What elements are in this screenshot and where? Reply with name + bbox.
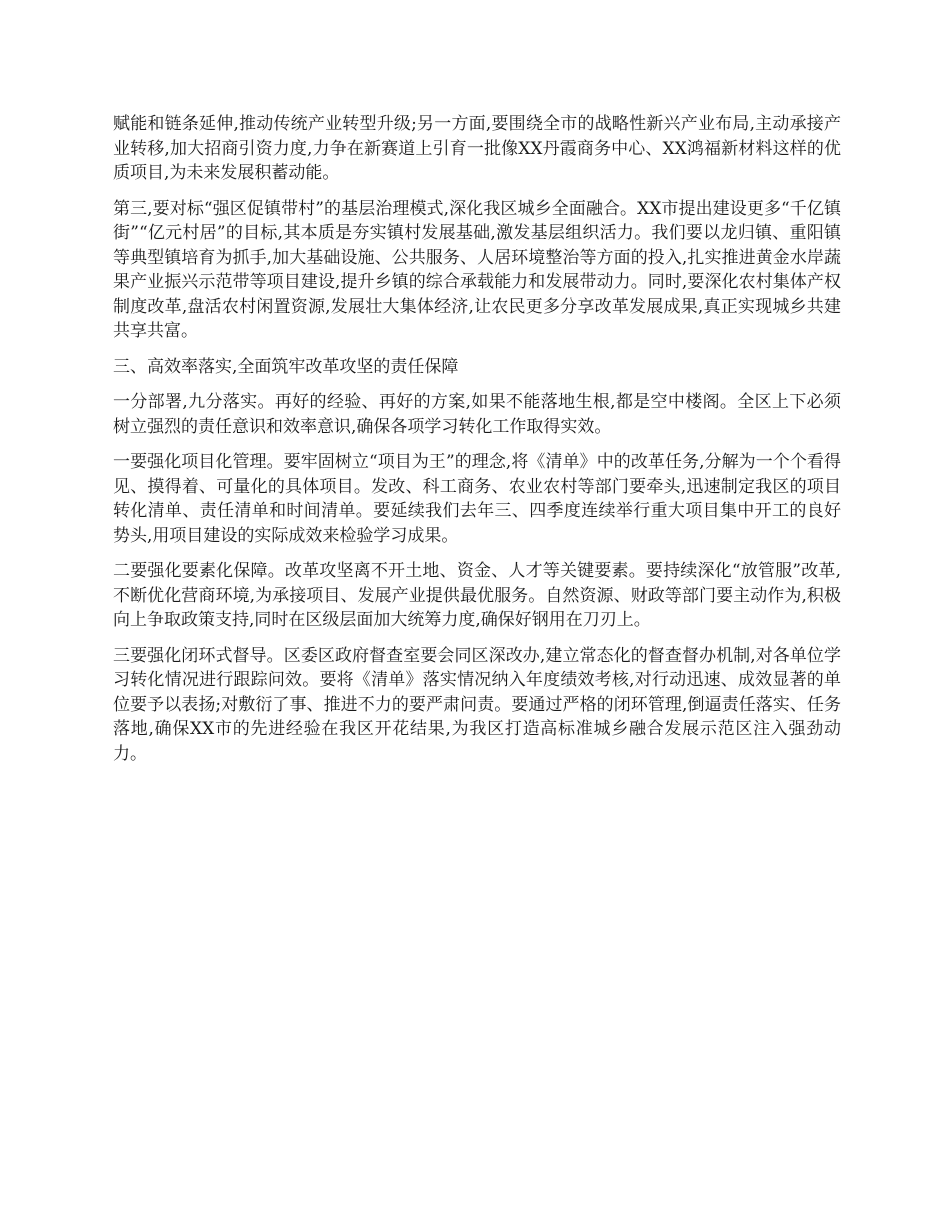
paragraph-urban-rural-integration: 第三,要对标“强区促镇带村”的基层治理模式,深化我区城乡全面融合。XX市提出建设更多“千亿镇街”“亿元村居”的目标,其本质是夯实镇村发展基础,激发基层组织活力。我们要以龙归镇、重阳镇等典型镇培育为抓手,加大基础设施、公共服务、人居环境整治等方面的投入,扎实推进黄金水岸蔬果产业振兴示范带等项目建设,提升乡镇的综合承载能力和发展带动力。同时,要深化农村集体产权制度改革,盘活农村闲置资源,发展壮大集体经济,让农民更多分享改革发展成果,真正实现城乡共建共享共富。 (113, 198, 841, 341)
paragraph-resource-guarantee: 二要强化要素化保障。改革攻坚离不开土地、资金、人才等关键要素。要持续深化“放管服”改革,不断优化营商环境,为承接项目、发展产业提供最优服务。自然资源、财政等部门要主动作为,积极向上争取政策支持,同时在区级层面加大统筹力度,确保好钢用在刀刃上。 (113, 561, 841, 630)
paragraph-closed-loop-supervision: 三要强化闭环式督导。区委区政府督查室要会同区深改办,建立常态化的督查督办机制,对各单位学习转化情况进行跟踪问效。要将《清单》落实情况纳入年度绩效考核,对行动迅速、成效显著的单位要予以表扬;对敷衍了事、推进不力的要严肃问责。要通过严格的闭环管理,倒逼责任落实、任务落地,确保XX市的先进经验在我区开花结果,为我区打造高标准城乡融合发展示范区注入强劲动力。 (113, 645, 841, 764)
section-heading-3: 三、高效率落实,全面筑牢改革攻坚的责任保障 (113, 356, 459, 377)
paragraph-industry-upgrade: 赋能和链条延伸,推动传统产业转型升级;另一方面,要围绕全市的战略性新兴产业布局,主动承接产业转移,加大招商引资力度,力争在新赛道上引育一批像XX丹霞商务中心、XX鸿福新材料这样的优质项目,为未来发展积蓄动能。 (113, 114, 841, 183)
document-page (113, 112, 841, 777)
paragraph-implementation: 一分部署,九分落实。再好的经验、再好的方案,如果不能落地生根,都是空中楼阁。全区上下必须树立强烈的责任意识和效率意识,确保各项学习转化工作取得实效。 (113, 392, 841, 437)
paragraph-project-management: 一要强化项目化管理。要牢固树立“项目为王”的理念,将《清单》中的改革任务,分解为一个个看得见、摸得着、可量化的具体项目。发改、科工商务、农业农村等部门要牵头,迅速制定我区的项目转化清单、责任清单和时间清单。要延续我们去年三、四季度连续举行重大项目集中开工的良好势头,用项目建设的实际成效来检验学习成果。 (113, 452, 841, 546)
